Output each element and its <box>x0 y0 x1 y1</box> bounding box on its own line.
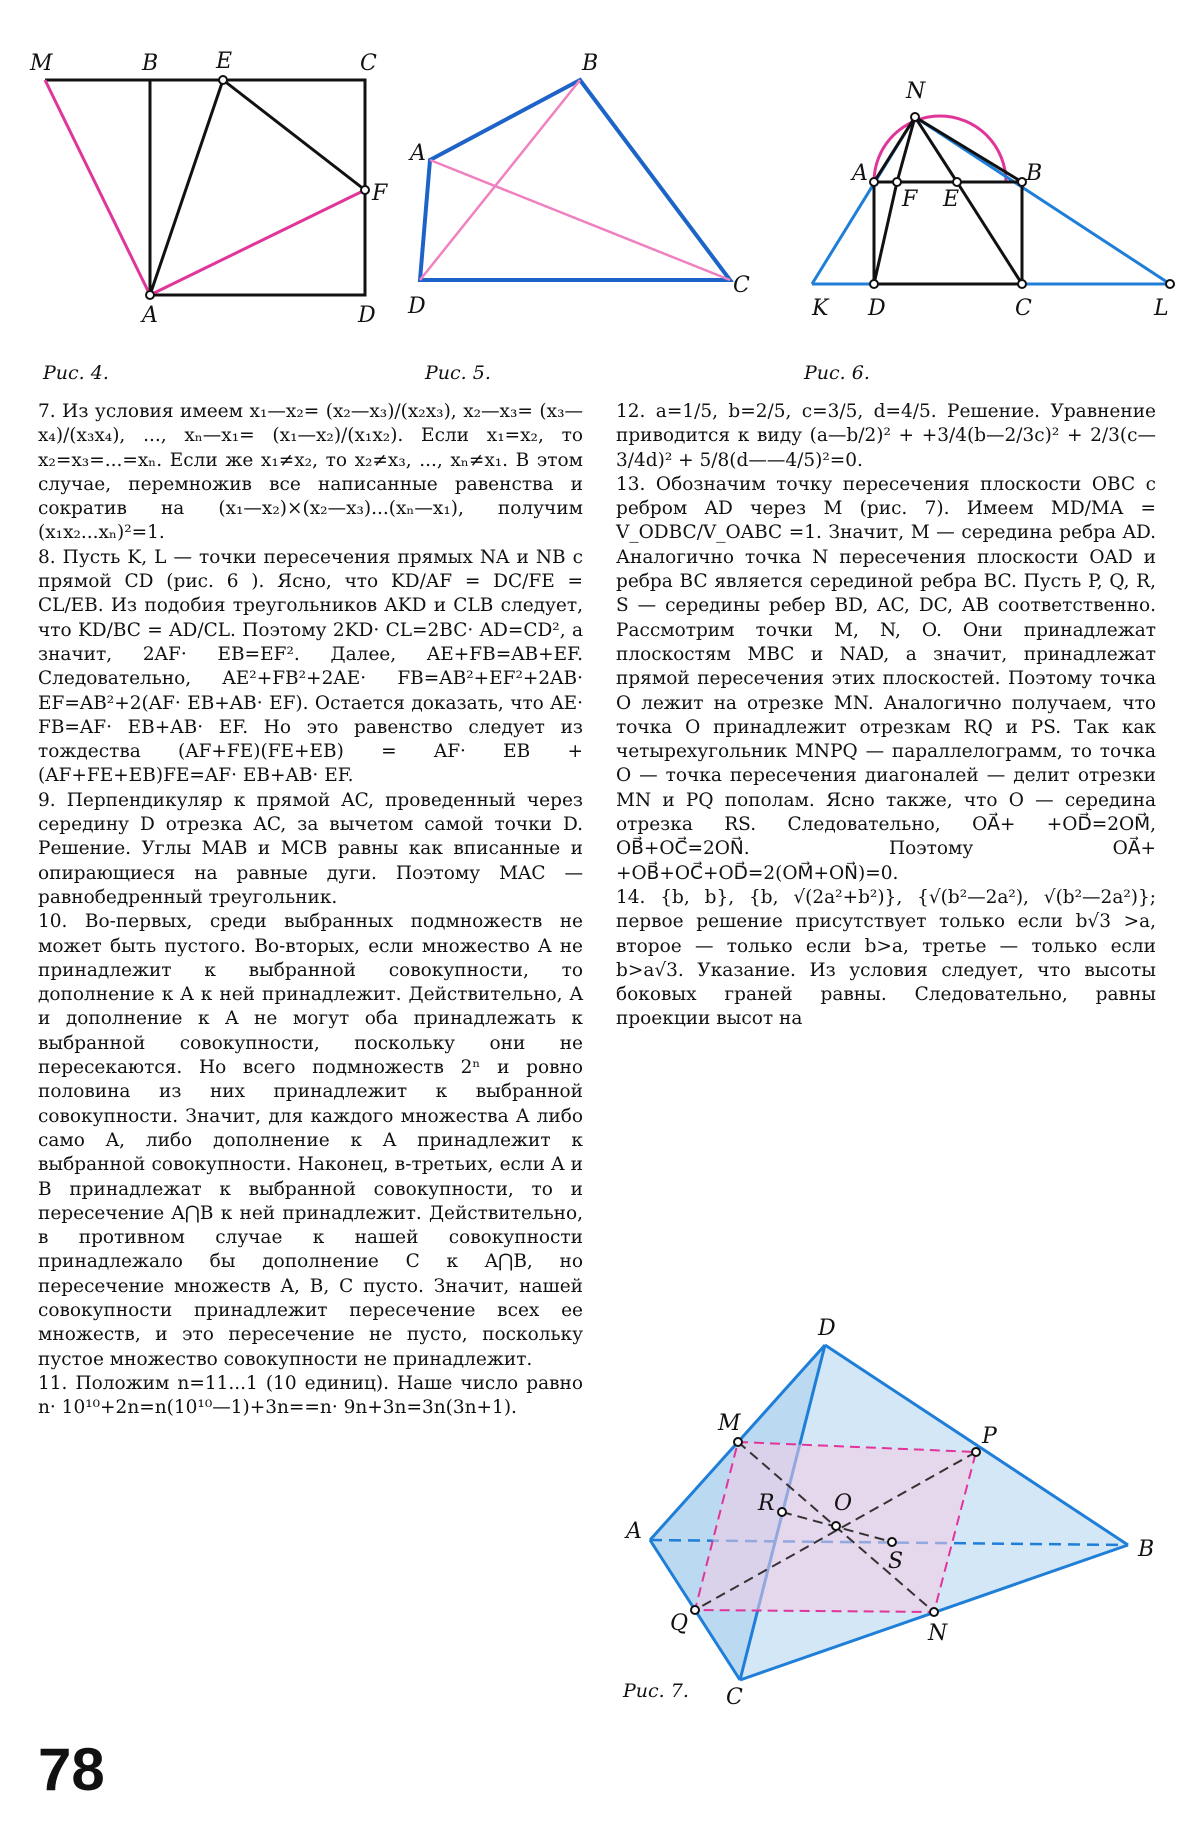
fig4-point-F <box>361 186 369 194</box>
answer-7: 7. Из условия имеем x₁—x₂= (x₂—x₃)/(x₂x₃), x₂—x₃= (x₃—x₄)/(x₃x₄), ..., xₙ—x₁= (x₁—x₂)/(x₁x₂). Если x₁=x₂, то x₂=x₃=...=xₙ. Если же x₁≠x₂, то x₂≠x₃, ..., xₙ≠x₁. В этом случае, перемножив все написанные равенства и сократив на (x₁—x₂)×(x₂—x₃)...(xₙ—x₁), получим (x₁x₂...xₙ)²=1. <box>38 401 583 544</box>
fig6-label-F: F <box>902 187 918 212</box>
fig4-segment-EF <box>223 80 365 190</box>
fig4-label-E: E <box>216 49 233 74</box>
fig6-point-C <box>1018 280 1026 288</box>
fig7-label-C: C <box>726 1685 743 1710</box>
fig4-segment-AE <box>150 80 223 295</box>
fig6-segment-EC <box>957 182 1022 284</box>
fig6-point-A <box>870 178 878 186</box>
fig5-diagonal-BD <box>420 80 580 280</box>
fig7-point-R <box>778 1508 786 1516</box>
figure-4-caption: Рис. 4. <box>43 362 109 384</box>
figure-5-caption: Рис. 5. <box>425 362 491 384</box>
answer-13: 13. Обозначим точку пересечения плоскости OBC с ребром AD через M (рис. 7). Имеем MD/MA = V_ODBC/V_OABC =1. Значит, M — середина ребра AD. Аналогично точка N пересечения плоскости OAD и ребра BC является серединой ребра BC. Пусть P, Q, R, S — середины ребер BD, AC, DC, AB соответственно. Рассмотрим точки M, N, O. Они принадлежат плоскостям MBC и NAD, а значит, принадлежат прямой пересечения этих плоскостей. Поэтому точка O лежит на отрезке MN. Аналогично получаем, что точка O принадлежит отрезкам RQ и PS. Так как четырехугольник MNPQ — параллелограмм, то точка O — точка пересечения диагоналей — делит отрезки MN и PQ пополам. Ясно также, что O — середина отрезка RS. Следовательно, OA⃗+ +OD⃗=2OM⃗, OB⃗+OC⃗=2ON⃗. Поэтому OA⃗+ +OB⃗+OC⃗+OD⃗=2(OM⃗+ON⃗)=0. <box>616 473 1156 884</box>
fig7-label-P: P <box>982 1424 997 1449</box>
fig6-label-N: N <box>906 79 926 104</box>
fig7-point-P <box>972 1448 980 1456</box>
figure-6 <box>800 60 1190 350</box>
right-column <box>616 400 1156 1032</box>
fig6-segment-NE <box>915 117 957 182</box>
fig5-label-C: C <box>733 273 750 298</box>
fig4-point-E <box>219 76 227 84</box>
fig6-segment-NB <box>915 117 1022 182</box>
figure-6-caption: Рис. 6. <box>804 362 870 384</box>
fig6-point-B <box>1018 178 1026 186</box>
answer-14: 14. {b, b}, {b, √(2a²+b²)}, {√(b²—2a²), √(b²—2a²)}; первое решение присутствует только если b√3 >a, второе — только если b>a, третье — только если b>a√3. Указание. Из условия следует, что высоты боковых граней равны. Следовательно, равны проекции высот на <box>616 886 1156 1030</box>
fig7-point-O <box>832 1522 840 1530</box>
fig7-label-B: B <box>1138 1537 1155 1562</box>
fig7-label-A: A <box>626 1519 642 1544</box>
figure-4 <box>20 30 388 340</box>
answer-11: 11. Положим n=11...1 (10 единиц). Наше число равно n· 10¹⁰+2n=n(10¹⁰—1)+3n==n· 9n+3n=3n(3n+1). <box>38 1372 583 1419</box>
fig5-label-A: A <box>410 141 426 166</box>
fig6-point-F <box>893 178 901 186</box>
fig6-label-C: C <box>1015 296 1032 321</box>
fig7-label-D: D <box>818 1316 836 1341</box>
fig6-point-E <box>953 178 961 186</box>
left-column <box>38 400 583 1420</box>
figure-7-caption: Рис. 7. <box>623 1680 689 1702</box>
fig7-point-M <box>734 1438 742 1446</box>
fig4-segment-MA <box>45 80 150 295</box>
fig6-point-N <box>911 113 919 121</box>
fig7-label-Q: Q <box>670 1611 689 1636</box>
figure-7-drawing <box>620 1310 1180 1710</box>
fig4-rect <box>45 80 365 295</box>
figure-5 <box>400 30 780 340</box>
fig6-segment-NA <box>874 117 915 182</box>
fig7-label-N: N <box>928 1621 948 1646</box>
fig4-label-A: A <box>142 303 158 328</box>
figure-7 <box>620 1310 1180 1710</box>
figure-6-drawing <box>800 60 1190 350</box>
fig4-point-A <box>146 291 154 299</box>
fig6-label-D: D <box>868 296 886 321</box>
fig7-point-N <box>930 1608 938 1616</box>
answer-10: 10. Во-первых, среди выбранных подмножеств не может быть пустого. Во-вторых, если множество A не принадлежит к выбранной совокупности, то дополнение к A к ней принадлежит. Действительно, A и дополнение к A не могут оба принадлежать к выбранной совокупности, поскольку они не пересекаются. Но всего подмножеств 2ⁿ и ровно половина из них принадлежит к выбранной совокупности. Значит, для каждого множества A либо само A, либо дополнение к A принадлежит к выбранной совокупности. Наконец, в-третьих, если A и B принадлежат к выбранной совокупности, то и пересечение A⋂B к ней принадлежит. Действительно, в противном случае к нашей совокупности принадлежало бы дополнение C к A⋂B, но пересечение множеств A, B, C пусто. Значит, нашей совокупности принадлежит пересечение всех ее множеств, и это пересечение не пусто, поскольку пустое множество совокупности не принадлежит. <box>38 911 583 1370</box>
fig7-label-M: M <box>718 1411 741 1436</box>
fig7-point-S <box>888 1538 896 1546</box>
fig5-label-B: B <box>582 51 599 76</box>
fig6-segment-FD <box>874 182 897 284</box>
fig6-label-K: K <box>812 296 829 321</box>
fig7-label-R: R <box>758 1491 775 1516</box>
fig4-label-C: C <box>360 51 377 76</box>
fig7-label-O: O <box>834 1491 853 1516</box>
fig7-point-Q <box>691 1606 699 1614</box>
fig7-label-S: S <box>888 1549 904 1574</box>
answer-12: 12. a=1/5, b=2/5, c=3/5, d=4/5. Решение. Уравнение приводится к виду (a—b/2)² + +3/4(b—2/3c)² + 2/3(c—3/4d)² + 5/8(d——4/5)²=0. <box>616 401 1156 471</box>
figure-5-drawing <box>400 30 780 340</box>
fig4-label-M: M <box>30 51 53 76</box>
fig4-label-D: D <box>358 303 376 328</box>
fig5-label-D: D <box>408 294 426 319</box>
fig6-point-D <box>870 280 878 288</box>
fig6-label-A: A <box>852 161 868 186</box>
answer-9: 9. Перпендикуляр к прямой AC, проведенный через середину D отрезка AC, за вычетом самой точки D. Решение. Углы MAB и MCB равны как вписанные и опирающиеся на равные дуги. Поэтому MAC — равнобедренный треугольник. <box>38 789 583 908</box>
fig4-segment-AF <box>150 190 365 295</box>
fig4-label-B: B <box>142 51 159 76</box>
fig6-label-B: B <box>1026 161 1043 186</box>
page-number: 78 <box>38 1736 105 1803</box>
fig6-label-E: E <box>943 187 960 212</box>
fig6-point-L <box>1166 280 1174 288</box>
fig6-label-L: L <box>1154 296 1169 321</box>
figure-4-drawing <box>20 30 388 340</box>
fig5-quadrilateral <box>420 80 730 280</box>
fig4-label-F: F <box>372 181 388 206</box>
answer-8: 8. Пусть K, L — точки пересечения прямых NA и NB с прямой CD (рис. 6 ). Ясно, что KD/AF = DC/FE = CL/EB. Из подобия треугольников AKD и CLB следует, что KD/BC = AD/CL. Поэтому 2KD· CL=2BC· AD=CD², а значит, 2AF· EB=EF². Далее, AE+FB=AB+EF. Следовательно, AE²+FB²+2AE· FB=AB²+EF²+2AB· EF=AB²+2(AF· EB+AB· EF). Остается доказать, что AE· FB=AF· EB+AB· EF. Но это равенство следует из тождества (AF+FE)(FE+EB) = AF· EB + (AF+FE+EB)FE=AF· EB+AB· EF. <box>38 546 583 787</box>
